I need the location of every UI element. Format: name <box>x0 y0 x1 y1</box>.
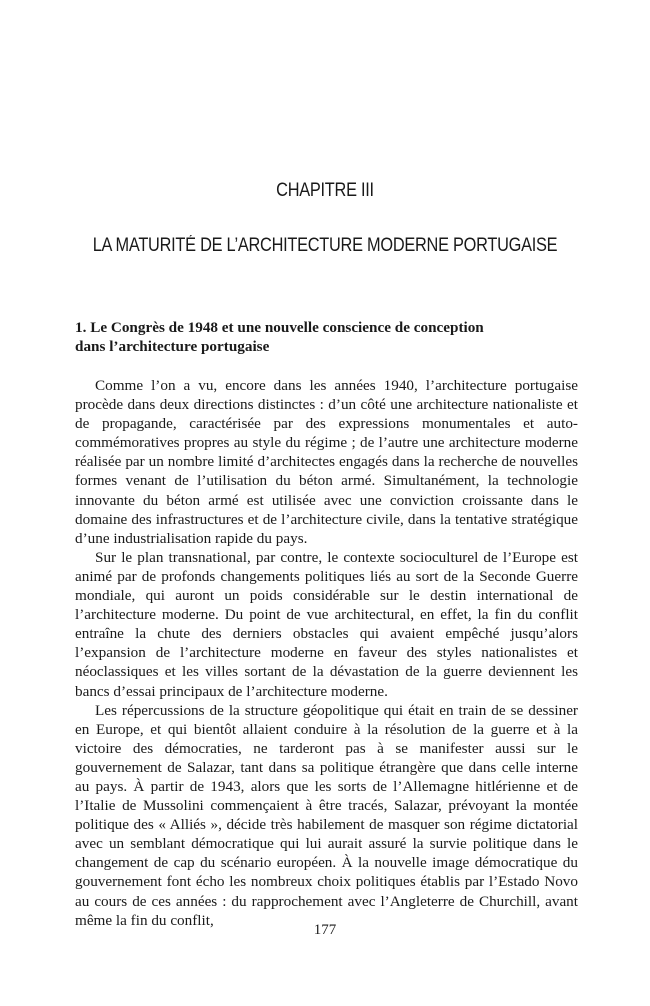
page-number: 177 <box>313 922 337 938</box>
body-text <box>75 376 578 930</box>
chapter-title: LA MATURITÉ DE L’ARCHITECTURE MODERNE PORTUGAISE <box>92 235 558 256</box>
section-heading <box>75 318 575 356</box>
section-heading-line-1: 1. Le Congrès de 1948 et une nouvelle conscience de conception <box>75 319 484 336</box>
paragraph: Sur le plan transnational, par contre, le contexte socioculturel de l’Europe est animé par de profonds changements politiques liés au sort de la Seconde Guerre mondiale, qui auront un poids considérable sur le destin international de l’architecture moderne. Du point de vue architectural, en effet, la fin du conflit entraîne la chute des derniers obstacles qui avaient empêché jusqu’alors l’expansion de l’architecture moderne en faveur des styles nationalistes et néoclassiques et les villes sortant de la dévastation de la guerre deviennent les bancs d’essai principaux de l’architecture moderne. <box>75 548 578 700</box>
chapter-label: CHAPITRE III <box>276 180 374 201</box>
paragraph: Comme l’on a vu, encore dans les années 1940, l’architecture portugaise procède dans deux directions distinctes : d’un côté une architecture nationaliste et de propagande, caractérisée par des expressions monumentales et auto-commémoratives propres au style du régime ; de l’autre une architecture moderne réalisée par un nombre limité d’architectes engagés dans la recherche de nouvelles formes venant de l’utilisation du béton armé. Simultanément, la technologie innovante du béton armé est utilisée avec une conviction croissante dans le domaine des infrastructures et de l’architecture civile, dans la tentative stratégique d’une industrialisation rapide du pays. <box>75 377 578 547</box>
paragraph: Les répercussions de la structure géopolitique qui était en train de se dessiner en Europe, et qui bientôt allaient conduire à la résolution de la guerre et à la victoire des démocraties, ne tarderont pas à se manifester aussi sur le gouvernement de Salazar, tant dans sa politique étrangère que dans celle interne au pays. À partir de 1943, alors que les sorts de l’Allemagne hitlérienne et de l’Italie de Mussolini commençaient à être tracés, Salazar, prévoyant la montée politique des « Alliés », décide très habilement de masquer son régime dictatorial avec un semblant démocratique qui lui aurait assuré la survie politique dans le changement de cap du scénario européen. À la nouvelle image démocratique du gouvernement font écho les nombreux choix politiques établis par l’Estado Novo au cours de ces années : du rapprochement avec l’Angleterre de Churchill, avant même la fin du conflit, <box>75 701 578 929</box>
section-heading-line-2: dans l’architecture portugaise <box>75 338 270 355</box>
